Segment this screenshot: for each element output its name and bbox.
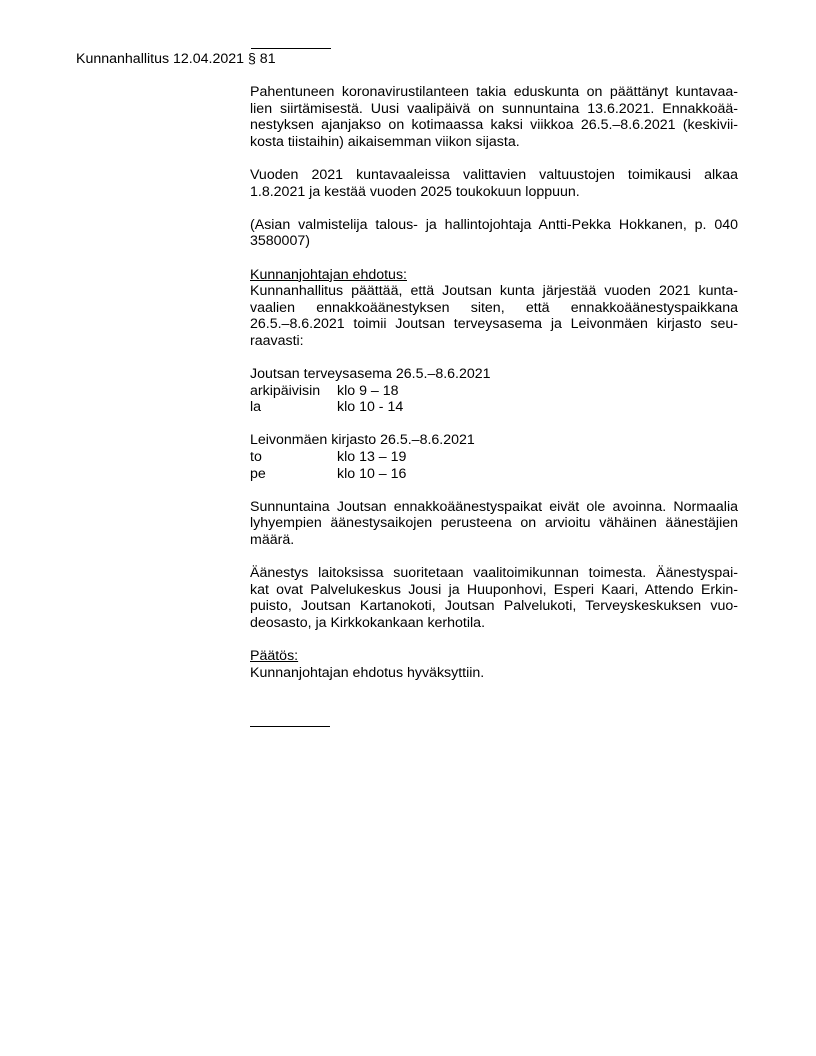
location-kirjasto — [250, 432, 738, 482]
top-separator-line — [251, 48, 331, 49]
proposal-heading: Kunnanjohtajan ehdotus: — [250, 266, 407, 283]
text-line: 1.8.2021 ja kestää vuoden 2025 toukokuun loppuun. — [250, 183, 580, 200]
paragraph-election-postponement — [250, 84, 738, 150]
location-title: Joutsan terveysasema 26.5.–8.6.2021 — [250, 366, 491, 383]
text-line: määrä. — [250, 532, 295, 549]
text-line: raavasti: — [250, 332, 304, 349]
text-line: lien siirtämisestä. Uusi vaalipäivä on sunnuntaina 13.6.2021. Ennakkoää- — [250, 100, 738, 117]
hours-time: klo 10 – 16 — [337, 465, 407, 482]
hours-day: to — [250, 449, 262, 466]
hours-day: arkipäivisin — [250, 382, 321, 399]
proposal-section — [250, 267, 738, 350]
paragraph-preparer — [250, 217, 738, 250]
text-line: Sunnuntaina Joutsan ennakkoäänestyspaikat eivät ole avoinna. Normaalia — [250, 498, 738, 515]
paragraph-institution-voting — [250, 565, 738, 631]
text-line: Kunnanhallitus päättää, että Joutsan kunta järjestää vuoden 2021 kunta- — [250, 283, 738, 300]
decision-heading: Päätös: — [250, 648, 299, 665]
text-line: lyhyempien äänestysaikojen perusteena on arvioitu vähäinen äänestäjien — [250, 515, 738, 532]
meeting-reference: Kunnanhallitus 12.04.2021 § 81 — [76, 51, 276, 67]
text-line: deosasto, ja Kirkkokankaan kerhotila. — [250, 615, 486, 631]
location-title: Leivonmäen kirjasto 26.5.–8.6.2021 — [250, 432, 475, 449]
text-line: nestyksen ajanjakso on kotimaassa kaksi viikkoa 26.5.–8.6.2021 (keskivii- — [250, 117, 738, 134]
hours-row — [250, 449, 738, 466]
bottom-separator-line — [250, 726, 330, 727]
text-line: vaalien ennakkoäänestyksen siten, että ennakkoäänestyspaikkana — [250, 299, 738, 316]
hours-time: klo 9 – 18 — [337, 382, 399, 399]
text-line: puisto, Joutsan Kartanokoti, Joutsan Palvelukoti, Terveyskeskuksen vuo- — [250, 598, 738, 615]
hours-time: klo 10 - 14 — [337, 399, 404, 416]
text-line: Äänestys laitoksissa suoritetaan vaalitoimikunnan toimesta. Äänestyspai- — [250, 565, 738, 582]
text-line: Pahentuneen koronavirustilanteen takia eduskunta on päättänyt kuntavaa- — [250, 84, 738, 100]
text-line: 3580007) — [250, 233, 310, 250]
hours-row — [250, 383, 738, 400]
hours-row — [250, 399, 738, 416]
location-terveysasema — [250, 366, 738, 416]
decision-text: Kunnanjohtajan ehdotus hyväksyttiin. — [250, 664, 485, 681]
hours-day: pe — [250, 465, 266, 482]
hours-time: klo 13 – 19 — [337, 449, 407, 466]
paragraph-sunday-closed — [250, 499, 738, 549]
text-line: kosta tiistaihin) aikaisemman viikon sijasta. — [250, 133, 520, 150]
text-line: Vuoden 2021 kuntavaaleissa valittavien valtuustojen toimikausi alkaa — [250, 166, 738, 183]
decision-section — [250, 648, 738, 681]
paragraph-term-of-office — [250, 167, 738, 200]
text-line: kat ovat Palvelukeskus Jousi ja Huuponhovi, Esperi Kaari, Attendo Erkin- — [250, 581, 738, 598]
text-line: 26.5.–8.6.2021 toimii Joutsan terveysasema ja Leivonmäen kirjasto seu- — [250, 316, 738, 333]
document-body — [250, 84, 738, 681]
hours-row — [250, 466, 738, 483]
text-line: (Asian valmistelija talous- ja hallintojohtaja Antti-Pekka Hokkanen, p. 040 — [250, 216, 738, 233]
hours-day: la — [250, 399, 262, 416]
